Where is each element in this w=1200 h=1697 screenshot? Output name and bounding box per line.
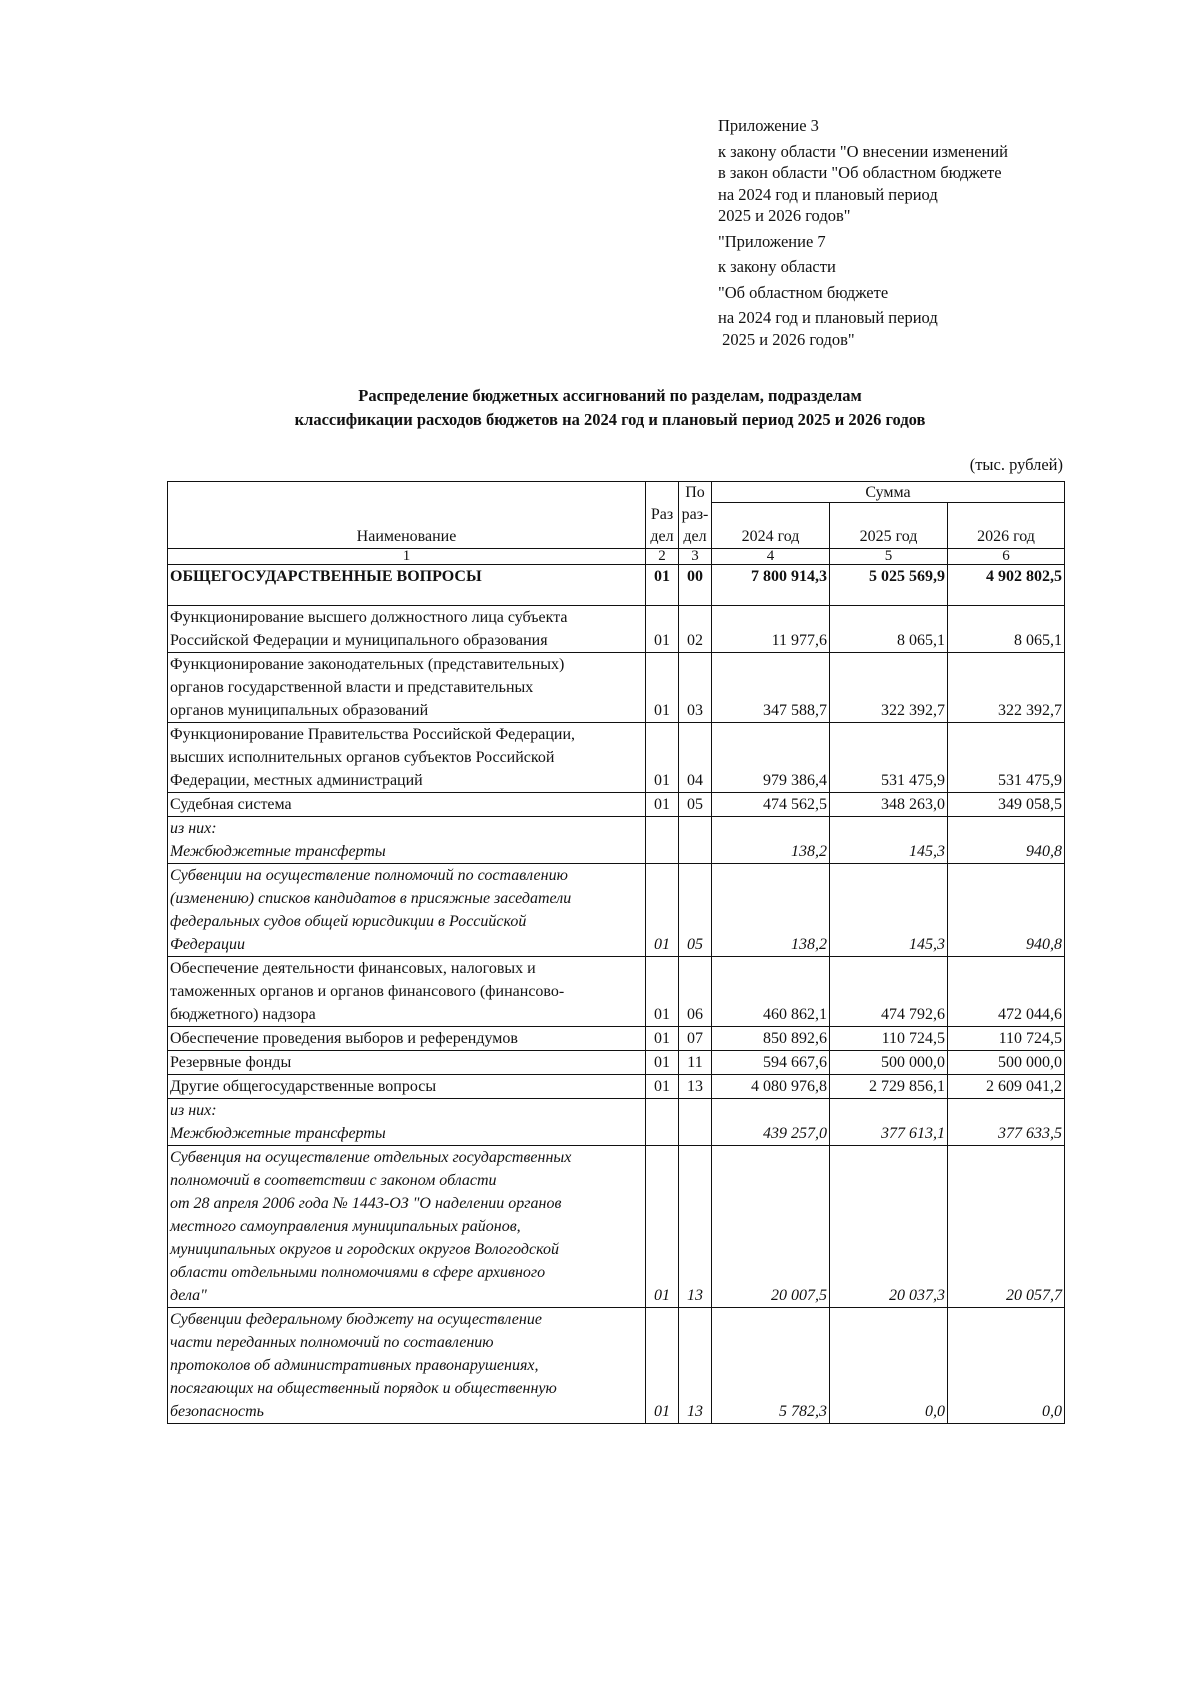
- column-number-row: [168, 549, 1065, 565]
- row-value-2026: 110 724,5: [948, 1027, 1065, 1051]
- row-name: [168, 957, 646, 1027]
- row-podrazdel: [679, 817, 712, 864]
- row-value-2026: 349 058,5: [948, 793, 1065, 817]
- table-row: [168, 723, 1065, 793]
- row-name-line: Резервные фонды: [170, 1054, 292, 1071]
- column-number: 1: [168, 549, 646, 565]
- appendix-line: 2025 и 2026 годов": [718, 329, 855, 349]
- row-razdel: [646, 817, 679, 864]
- row-value-2026: 940,8: [948, 817, 1065, 864]
- column-number: 5: [830, 549, 948, 565]
- row-name-line: федеральных судов общей юрисдикции в Российской: [170, 913, 527, 930]
- row-name-line: бюджетного) надзора: [170, 1006, 316, 1023]
- row-podrazdel: 11: [679, 1051, 712, 1075]
- row-razdel: 01: [646, 864, 679, 957]
- appendix-line: "Об областном бюджете: [718, 282, 889, 302]
- row-value-2026: 8 065,1: [948, 606, 1065, 653]
- row-name-line: от 28 апреля 2006 года № 1443-ОЗ "О наделении органов: [170, 1195, 562, 1212]
- row-podrazdel: 13: [679, 1308, 712, 1424]
- row-value-2024: 979 386,4: [712, 723, 830, 793]
- row-razdel: 01: [646, 1075, 679, 1099]
- row-razdel: 01: [646, 653, 679, 723]
- column-number: 2: [646, 549, 679, 565]
- row-podrazdel: 00: [679, 565, 712, 606]
- row-value-2024: 850 892,6: [712, 1027, 830, 1051]
- row-name-line: органов государственной власти и представительных: [170, 679, 534, 696]
- row-razdel: 01: [646, 1146, 679, 1308]
- header-name: Наименование: [168, 482, 646, 549]
- row-value-2024: 11 977,6: [712, 606, 830, 653]
- table-row: [168, 565, 1065, 606]
- row-name: [168, 817, 646, 864]
- header-year-2026: 2026 год: [948, 503, 1065, 549]
- header-sum: Сумма: [712, 482, 1065, 503]
- row-name: [168, 1146, 646, 1308]
- row-name-line: Российской Федерации и муниципального образования: [170, 632, 548, 649]
- row-value-2026: 2 609 041,2: [948, 1075, 1065, 1099]
- row-name-line: Функционирование законодательных (представительных): [170, 656, 565, 673]
- row-name-line: Функционирование высшего должностного лица субъекта: [170, 609, 568, 626]
- row-podrazdel: 04: [679, 723, 712, 793]
- row-value-2024: 138,2: [712, 864, 830, 957]
- appendix-line: к закону области "О внесении изменений: [718, 141, 1009, 161]
- row-name: [168, 565, 646, 606]
- row-name-line: полномочий в соответствии с законом области: [170, 1172, 497, 1189]
- row-name-line: Судебная система: [170, 796, 292, 813]
- row-value-2024: 439 257,0: [712, 1099, 830, 1146]
- row-name-line: муниципальных округов и городских округов Вологодской: [170, 1241, 559, 1258]
- row-podrazdel: 13: [679, 1146, 712, 1308]
- row-value-2025: 5 025 569,9: [830, 565, 948, 606]
- row-name-line: части переданных полномочий по составлению: [170, 1334, 494, 1351]
- row-name-line: протоколов об административных правонарушениях,: [170, 1357, 539, 1374]
- row-value-2026: 940,8: [948, 864, 1065, 957]
- table-row: [168, 1027, 1065, 1051]
- row-name-line: Субвенции федеральному бюджету на осуществление: [170, 1311, 542, 1328]
- header-podrazdel-line: дел: [683, 528, 707, 545]
- appendix-line: в закон области "Об областном бюджете: [718, 163, 1002, 182]
- row-name: [168, 1027, 646, 1051]
- table-row: [168, 1308, 1065, 1424]
- row-name-line: области отдельными полномочиями в сфере архивного: [170, 1264, 546, 1281]
- row-value-2026: 322 392,7: [948, 653, 1065, 723]
- row-name-line: Межбюджетные трансферты: [170, 843, 386, 860]
- row-value-2026: 500 000,0: [948, 1051, 1065, 1075]
- header-podrazdel: [679, 482, 712, 549]
- row-value-2025: 474 792,6: [830, 957, 948, 1027]
- table-row: [168, 864, 1065, 957]
- table-row: [168, 653, 1065, 723]
- table-header-row: [168, 482, 1065, 503]
- row-razdel: 01: [646, 1308, 679, 1424]
- row-value-2026: 0,0: [948, 1308, 1065, 1424]
- row-value-2024: 474 562,5: [712, 793, 830, 817]
- row-name: [168, 793, 646, 817]
- row-razdel: [646, 1099, 679, 1146]
- row-value-2026: 4 902 802,5: [948, 565, 1065, 606]
- row-name-line: из них:: [170, 1102, 217, 1119]
- row-name-line: Субвенция на осуществление отдельных государственных: [170, 1149, 572, 1166]
- row-razdel: 01: [646, 1051, 679, 1075]
- row-podrazdel: 02: [679, 606, 712, 653]
- column-number: 6: [948, 549, 1065, 565]
- table-row: [168, 1075, 1065, 1099]
- row-razdel: 01: [646, 565, 679, 606]
- row-value-2024: 7 800 914,3: [712, 565, 830, 606]
- row-value-2026: 377 633,5: [948, 1099, 1065, 1146]
- row-value-2024: 460 862,1: [712, 957, 830, 1027]
- table-row: [168, 1146, 1065, 1308]
- table-row: [168, 793, 1065, 817]
- header-podrazdel-line: По: [685, 484, 705, 501]
- row-name-line: дела": [170, 1287, 207, 1304]
- units-label: (тыс. рублей): [969, 455, 1063, 474]
- row-name-line: Межбюджетные трансферты: [170, 1125, 386, 1142]
- row-value-2026: 531 475,9: [948, 723, 1065, 793]
- row-value-2025: 2 729 856,1: [830, 1075, 948, 1099]
- row-razdel: 01: [646, 723, 679, 793]
- row-value-2025: 377 613,1: [830, 1099, 948, 1146]
- row-name: [168, 1051, 646, 1075]
- title-line: Распределение бюджетных ассигнований по разделам, подразделам: [358, 386, 862, 405]
- appendix-line: Приложение 3: [718, 116, 819, 135]
- table-row: [168, 1099, 1065, 1146]
- row-name: [168, 864, 646, 957]
- row-value-2024: 594 667,6: [712, 1051, 830, 1075]
- budget-table: [167, 481, 1065, 1424]
- appendix-block: [718, 115, 1158, 350]
- row-name: [168, 1075, 646, 1099]
- row-name-line: (изменению) списков кандидатов в присяжные заседатели: [170, 890, 572, 907]
- row-value-2026: 20 057,7: [948, 1146, 1065, 1308]
- row-razdel: 01: [646, 606, 679, 653]
- row-podrazdel: 05: [679, 793, 712, 817]
- appendix-line: к закону области: [718, 257, 836, 276]
- row-value-2025: 8 065,1: [830, 606, 948, 653]
- appendix-line: на 2024 год и плановый период: [718, 308, 938, 327]
- row-razdel: 01: [646, 957, 679, 1027]
- row-podrazdel: 06: [679, 957, 712, 1027]
- row-name: [168, 653, 646, 723]
- row-razdel: 01: [646, 1027, 679, 1051]
- row-name-line: органов муниципальных образований: [170, 702, 429, 719]
- column-number: 4: [712, 549, 830, 565]
- row-name: [168, 1099, 646, 1146]
- row-value-2025: 20 037,3: [830, 1146, 948, 1308]
- row-value-2025: 145,3: [830, 864, 948, 957]
- row-value-2024: 4 080 976,8: [712, 1075, 830, 1099]
- row-value-2024: 5 782,3: [712, 1308, 830, 1424]
- appendix-line: 2025 и 2026 годов": [718, 206, 851, 225]
- row-value-2025: 0,0: [830, 1308, 948, 1424]
- row-value-2025: 531 475,9: [830, 723, 948, 793]
- row-name-line: высших исполнительных органов субъектов Российской: [170, 749, 555, 766]
- row-value-2024: 138,2: [712, 817, 830, 864]
- header-year-2025: 2025 год: [830, 503, 948, 549]
- header-razdel-line: Раз: [650, 506, 674, 523]
- row-podrazdel: 13: [679, 1075, 712, 1099]
- table-row: [168, 817, 1065, 864]
- row-name-line: Федерации, местных администраций: [170, 772, 423, 789]
- row-name-line: посягающих на общественный порядок и общественную: [170, 1380, 557, 1397]
- row-name-line: ОБЩЕГОСУДАРСТВЕННЫЕ ВОПРОСЫ: [170, 568, 482, 585]
- row-value-2025: 322 392,7: [830, 653, 948, 723]
- appendix-line: "Приложение 7: [718, 231, 826, 251]
- row-name-line: местного самоуправления муниципальных районов,: [170, 1218, 521, 1235]
- row-name-line: таможенных органов и органов финансового (финансово-: [170, 983, 565, 1000]
- row-name-line: из них:: [170, 820, 217, 837]
- row-name-line: безопасность: [170, 1403, 264, 1420]
- row-name: [168, 723, 646, 793]
- document-title: [160, 384, 1060, 432]
- header-year-2024: 2024 год: [712, 503, 830, 549]
- appendix-line: на 2024 год и плановый период: [718, 184, 938, 204]
- row-value-2025: 500 000,0: [830, 1051, 948, 1075]
- row-razdel: 01: [646, 793, 679, 817]
- row-value-2024: 20 007,5: [712, 1146, 830, 1308]
- row-name: [168, 1308, 646, 1424]
- row-value-2026: 472 044,6: [948, 957, 1065, 1027]
- table-row: [168, 1051, 1065, 1075]
- row-value-2025: 110 724,5: [830, 1027, 948, 1051]
- row-name-line: Субвенции на осуществление полномочий по составлению: [170, 867, 568, 884]
- row-name-line: Обеспечение деятельности финансовых, налоговых и: [170, 960, 536, 977]
- row-name-line: Функционирование Правительства Российской Федерации,: [170, 726, 575, 743]
- row-name: [168, 606, 646, 653]
- row-value-2024: 347 588,7: [712, 653, 830, 723]
- row-value-2025: 348 263,0: [830, 793, 948, 817]
- header-podrazdel-line: раз-: [681, 506, 709, 523]
- table-row: [168, 957, 1065, 1027]
- row-podrazdel: 05: [679, 864, 712, 957]
- title-line: классификации расходов бюджетов на 2024 год и плановый период 2025 и 2026 годов: [294, 410, 926, 429]
- row-name-line: Другие общегосударственные вопросы: [170, 1078, 437, 1095]
- column-number: 3: [679, 549, 712, 565]
- header-razdel: [646, 482, 679, 549]
- row-name-line: Обеспечение проведения выборов и референдумов: [170, 1030, 518, 1047]
- row-podrazdel: 03: [679, 653, 712, 723]
- row-name-line: Федерации: [170, 936, 245, 953]
- table-row: [168, 606, 1065, 653]
- row-podrazdel: 07: [679, 1027, 712, 1051]
- row-value-2025: 145,3: [830, 817, 948, 864]
- row-podrazdel: [679, 1099, 712, 1146]
- header-razdel-line: дел: [650, 528, 674, 545]
